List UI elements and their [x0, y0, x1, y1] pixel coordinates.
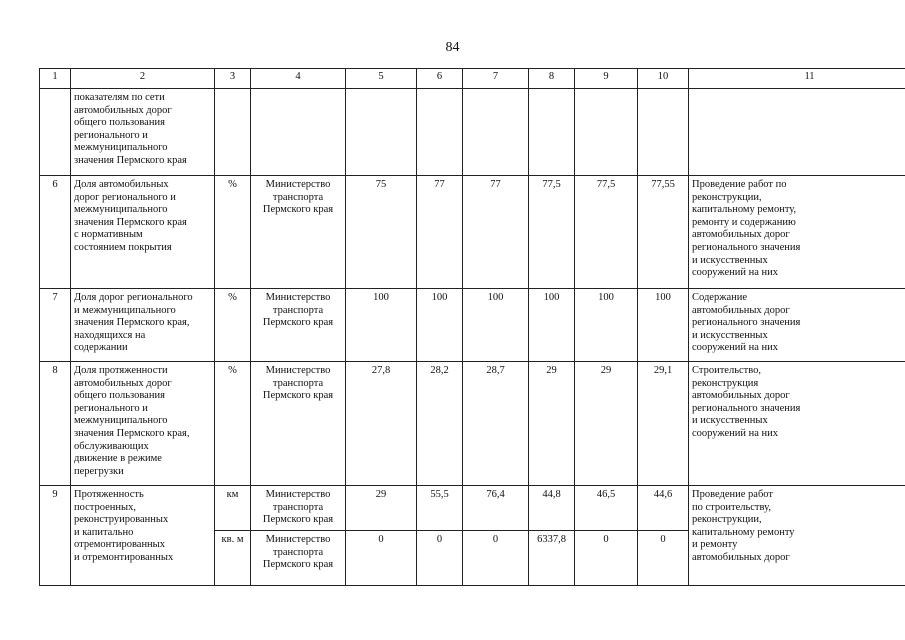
column-number: 11 — [689, 69, 905, 89]
value-col5 — [346, 89, 417, 176]
value-col9 — [575, 486, 638, 586]
executor-cell: Министерство транспорта Пермского края — [251, 289, 346, 362]
column-number: 7 — [463, 69, 529, 89]
value-col10: 29,1 — [638, 362, 689, 486]
value-col6: 28,2 — [417, 362, 463, 486]
column-number: 6 — [417, 69, 463, 89]
value-sq-m: 0 — [638, 530, 688, 550]
unit-cell: % — [215, 289, 251, 362]
unit-cell — [215, 89, 251, 176]
value-km: 44,8 — [542, 489, 561, 500]
value-col10: 100 — [638, 289, 689, 362]
value-col6: 77 — [417, 176, 463, 289]
indicator-name: Доля протяженности автомобильных дорог общего пользования регионального и межмуниципального значения Пермского края, обслуживающих движение в режиме перегрузки — [71, 362, 215, 486]
indicators-table — [39, 68, 905, 586]
value-col5: 27,8 — [346, 362, 417, 486]
value-sq-m: 0 — [575, 530, 637, 550]
value-col9: 100 — [575, 289, 638, 362]
value-col7: 77 — [463, 176, 529, 289]
unit-sq-m: кв. м — [215, 530, 250, 550]
value-sq-m: 6337,8 — [529, 530, 574, 550]
value-km: 44,6 — [653, 489, 673, 500]
table-row — [40, 362, 905, 486]
executor-cell: Министерство транспорта Пермского края — [251, 362, 346, 486]
executor-sq-m: Министерство транспорта Пермского края — [251, 530, 345, 575]
value-col9: 77,5 — [575, 176, 638, 289]
value-km: 55,5 — [430, 489, 449, 500]
column-number: 5 — [346, 69, 417, 89]
value-col10 — [638, 89, 689, 176]
value-sq-m: 0 — [463, 530, 528, 550]
column-number: 9 — [575, 69, 638, 89]
value-col9: 29 — [575, 362, 638, 486]
value-col6 — [417, 89, 463, 176]
table-row — [40, 176, 905, 289]
value-col8: 77,5 — [529, 176, 575, 289]
row-number: 7 — [40, 289, 71, 362]
value-col8: 100 — [529, 289, 575, 362]
value-col5 — [346, 486, 417, 586]
indicator-name: Доля автомобильных дорог регионального и межмуниципального значения Пермского края с нормативным состоянием покрытия — [71, 176, 215, 289]
column-number: 10 — [638, 69, 689, 89]
column-number: 8 — [529, 69, 575, 89]
value-col7: 100 — [463, 289, 529, 362]
value-col5: 100 — [346, 289, 417, 362]
value-km: 29 — [375, 489, 387, 500]
value-col8 — [529, 486, 575, 586]
value-col8 — [529, 89, 575, 176]
indicator-name: Доля дорог регионального и межмуниципального значения Пермского края, находящихся на содержании — [71, 289, 215, 362]
column-number: 2 — [71, 69, 215, 89]
table-row — [40, 289, 905, 362]
table-row — [40, 486, 905, 586]
column-number-row — [40, 69, 905, 89]
value-sq-m: 0 — [417, 530, 462, 550]
page-number: 84 — [445, 40, 460, 55]
column-number: 1 — [40, 69, 71, 89]
value-col8: 29 — [529, 362, 575, 486]
value-col9 — [575, 89, 638, 176]
row-number: 8 — [40, 362, 71, 486]
value-col7: 28,7 — [463, 362, 529, 486]
value-km: 76,4 — [486, 489, 505, 500]
executor-km: Министерство транспорта Пермского края — [262, 489, 334, 526]
row-number — [40, 89, 71, 176]
table-row — [40, 89, 905, 176]
measure-cell: Проведение работ по реконструкции, капитальному ремонту, ремонту и содержанию автомобильных дорог регионального значения и искусственных сооружений на них — [689, 176, 905, 289]
value-col6: 100 — [417, 289, 463, 362]
executor-cell — [251, 486, 346, 586]
unit-cell — [215, 486, 251, 586]
row-number: 9 — [40, 486, 71, 586]
value-col7 — [463, 486, 529, 586]
indicator-name: показателям по сети автомобильных дорог общего пользования регионального и межмуниципального значения Пермского края — [71, 89, 215, 176]
measure-cell: Строительство, реконструкция автомобильных дорог регионального значения и искусственных сооружений на них — [689, 362, 905, 486]
column-number: 4 — [251, 69, 346, 89]
value-col5: 75 — [346, 176, 417, 289]
value-col10 — [638, 486, 689, 586]
executor-cell: Министерство транспорта Пермского края — [251, 176, 346, 289]
executor-cell — [251, 89, 346, 176]
value-km: 46,5 — [596, 489, 616, 500]
unit-cell: % — [215, 362, 251, 486]
measure-cell: Проведение работ по строительству, реконструкции, капитальному ремонту и ремонту автомобильных дорог — [689, 486, 905, 586]
indicator-name: Протяженность построенных, реконструированных и капитально отремонтированных и отремонтированных — [71, 486, 215, 586]
value-col6 — [417, 486, 463, 586]
measure-cell: Содержание автомобильных дорог регионального значения и искусственных сооружений на них — [689, 289, 905, 362]
column-number: 3 — [215, 69, 251, 89]
row-number: 6 — [40, 176, 71, 289]
unit-km: км — [226, 489, 239, 500]
unit-cell: % — [215, 176, 251, 289]
value-sq-m: 0 — [346, 530, 416, 550]
value-col7 — [463, 89, 529, 176]
value-col10: 77,55 — [638, 176, 689, 289]
measure-cell — [689, 89, 905, 176]
